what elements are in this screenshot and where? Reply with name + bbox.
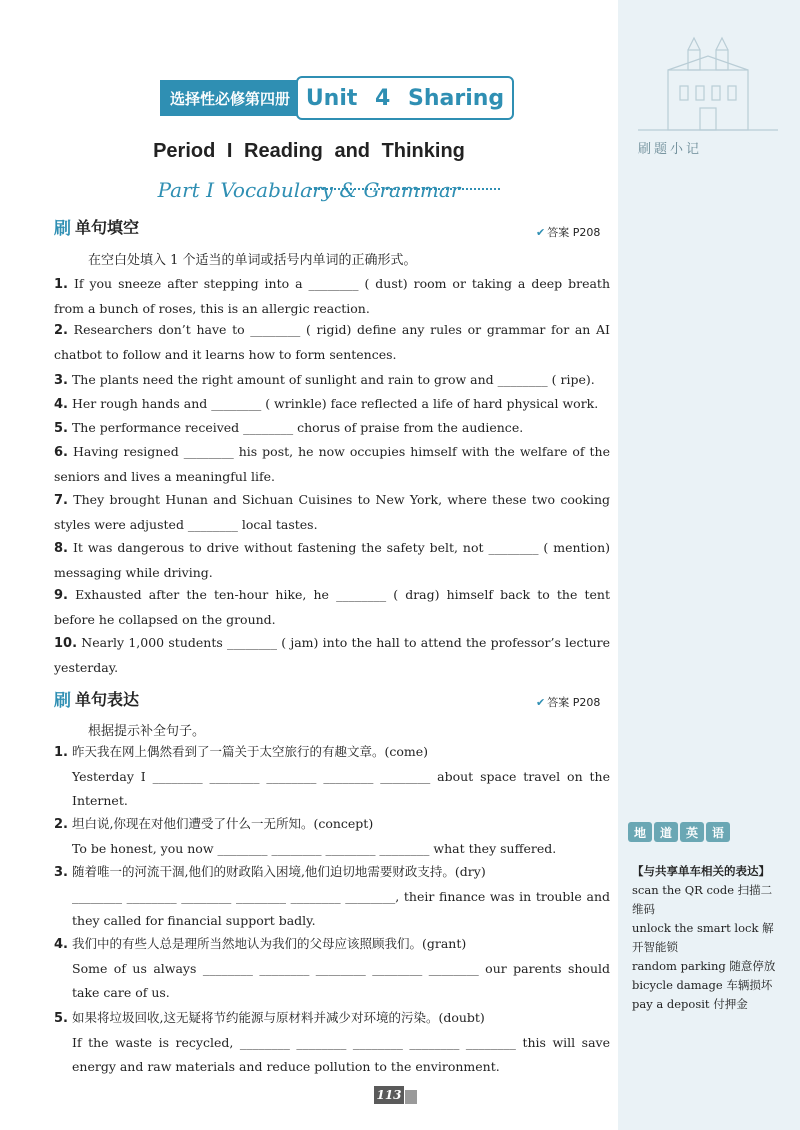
tip-badge: 地 — [628, 822, 652, 842]
brush-icon: 刷 — [54, 219, 71, 239]
answer-text: 答案 P208 — [547, 696, 601, 709]
section-title: 单句填空 — [75, 218, 140, 237]
tip-badge: 道 — [654, 822, 678, 842]
question — [54, 368, 610, 393]
unit-banner — [160, 76, 514, 120]
question-number: 4. — [54, 397, 68, 412]
question-number: 6. — [54, 445, 68, 460]
question-text: It was dangerous to drive without fastening the safety belt, not ________ ( mention) messaging while driving. — [54, 540, 610, 580]
tip-item: scan the QR code 扫描二维码 — [632, 883, 773, 916]
question-text: Her rough hands and ________ ( wrinkle) face reflected a life of hard physical work. — [71, 396, 599, 411]
question-number: 2. — [54, 323, 68, 338]
question-prompt: 我们中的有些人总是理所当然地认为我们的父母应该照顾我们。(grant) — [71, 936, 467, 951]
question-text: Exhausted after the ten-hour hike, he ________ ( drag) himself back to the tent before he collapsed on the ground. — [54, 587, 610, 627]
question-text: Researchers don’t have to ________ ( rigid) define any rules or grammar for an AI chatbot to follow and it learns how to form sentences. — [54, 322, 610, 362]
question-number: 5. — [54, 421, 68, 436]
question-prompt: 坦白说,你现在对他们遭受了什么一无所知。(concept) — [71, 816, 374, 831]
tip-item: unlock the smart lock 解开智能锁 — [632, 921, 774, 954]
instruction: 根据提示补全句子。 — [88, 724, 206, 739]
question — [54, 860, 610, 933]
question — [54, 488, 610, 537]
question-text: Having resigned ________ his post, he now occupies himself with the welfare of the seniors and lives a meaningful life. — [54, 444, 610, 484]
question-prompt: 如果将垃圾回收,这无疑将节约能源与原材料并减少对环境的污染。(doubt) — [71, 1010, 485, 1025]
answer-ref — [536, 224, 600, 240]
question — [54, 932, 610, 1005]
question — [54, 318, 610, 367]
tip-badges — [628, 822, 730, 842]
page-number: 113 — [374, 1086, 404, 1104]
question-prompt: 昨天我在网上偶然看到了一篇关于太空旅行的有趣文章。(come) — [71, 744, 429, 759]
question — [54, 812, 610, 861]
question — [54, 631, 610, 680]
sidebar-title: 刷题小记 — [638, 142, 703, 157]
section-title: 单句表达 — [75, 690, 140, 709]
book-label: 选择性必修第四册 — [160, 80, 300, 116]
unit-title: Unit 4 Sharing — [296, 76, 514, 120]
section-header — [54, 686, 139, 711]
instruction: 在空白处填入 1 个适当的单词或括号内单词的正确形式。 — [88, 253, 417, 268]
answer-ref — [536, 694, 600, 710]
question-number: 2. — [54, 817, 68, 832]
tip-badge: 英 — [680, 822, 704, 842]
check-icon: ✔ — [536, 696, 546, 709]
question-number: 4. — [54, 937, 68, 952]
tip-item: bicycle damage 车辆损坏 — [632, 978, 773, 992]
period-title: Period I Reading and Thinking — [153, 140, 465, 162]
tip-badge: 语 — [706, 822, 730, 842]
question-text: Yesterday I ________ ________ ________ ________ ________ about space travel on the Internet. — [72, 769, 610, 808]
question — [54, 272, 610, 321]
part-title: Part I Vocabulary & Grammar — [157, 178, 461, 202]
check-icon: ✔ — [536, 226, 546, 239]
question-prompt: 随着唯一的河流干涸,他们的财政陷入困境,他们迫切地需要财政支持。(dry) — [71, 864, 486, 879]
castle-illustration — [628, 20, 788, 140]
question-number: 9. — [54, 588, 68, 603]
question-number: 7. — [54, 493, 68, 508]
question-text: If the waste is recycled, ________ ________ ________ ________ ________ this will save energy and raw materials and reduce pollution to the environment. — [72, 1035, 610, 1074]
question-number: 10. — [54, 636, 78, 651]
tip-box — [632, 862, 782, 1014]
question — [54, 440, 610, 489]
question-text: The plants need the right amount of sunlight and rain to grow and ________ ( ripe). — [71, 372, 595, 387]
section-header — [54, 214, 139, 239]
question-text: To be honest, you now ________ ________ ________ ________ what they suffered. — [72, 841, 557, 856]
page-number-decoration — [405, 1090, 417, 1104]
question-text: The performance received ________ chorus of praise from the audience. — [71, 420, 524, 435]
question-text: If you sneeze after stepping into a ________ ( dust) room or taking a deep breath from a bunch of roses, this is an allergic reaction. — [54, 276, 610, 316]
question-number: 3. — [54, 373, 68, 388]
question — [54, 416, 610, 441]
tip-item: pay a deposit 付押金 — [632, 997, 748, 1011]
question — [54, 1006, 610, 1079]
question-number: 5. — [54, 1011, 68, 1026]
question-text: They brought Hunan and Sichuan Cuisines to New York, where these two cooking styles were adjusted ________ local tastes. — [54, 492, 610, 532]
question — [54, 536, 610, 585]
question-number: 1. — [54, 745, 68, 760]
question-number: 3. — [54, 865, 68, 880]
question-text: Nearly 1,000 students ________ ( jam) into the hall to attend the professor’s lecture yesterday. — [54, 635, 610, 675]
question — [54, 740, 610, 813]
question-text: Some of us always ________ ________ ________ ________ ________ our parents should take care of us. — [72, 961, 610, 1000]
question-text: ________ ________ ________ ________ ________ ________, their finance was in trouble and they called for financial support badly. — [72, 889, 610, 928]
brush-icon: 刷 — [54, 691, 71, 711]
tip-item: random parking 随意停放 — [632, 959, 776, 973]
answer-text: 答案 P208 — [547, 226, 601, 239]
question — [54, 583, 610, 632]
question-number: 8. — [54, 541, 68, 556]
tip-title: 【与共享单车相关的表达】 — [632, 864, 770, 878]
question-number: 1. — [54, 277, 68, 292]
question — [54, 392, 610, 417]
